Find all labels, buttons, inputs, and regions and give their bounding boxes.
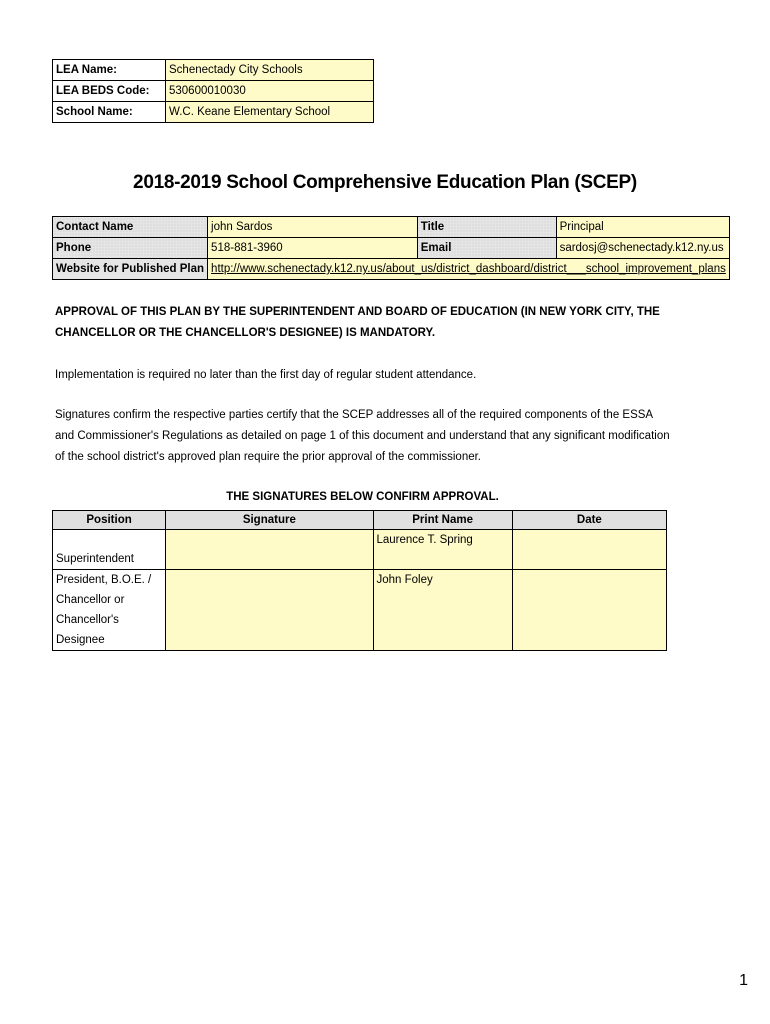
position-cell: Superintendent xyxy=(53,530,166,570)
phone-label: Phone xyxy=(53,238,208,259)
signature-cell[interactable] xyxy=(166,530,373,570)
page-title: 2018-2019 School Comprehensive Education Plan (SCEP) xyxy=(133,172,637,193)
lea-beds-code-value: 530600010030 xyxy=(166,81,374,102)
website-link-cell xyxy=(208,259,730,280)
signatures-heading: THE SIGNATURES BELOW CONFIRM APPROVAL. xyxy=(226,491,499,503)
contact-row xyxy=(53,238,730,259)
email-label: Email xyxy=(417,238,556,259)
lea-row xyxy=(53,81,374,102)
signature-cell[interactable] xyxy=(166,570,373,651)
implementation-statement: Implementation is required no later than the first day of regular student attendance. xyxy=(55,369,477,381)
signature-header: Signature xyxy=(166,511,373,530)
page-number: 1 xyxy=(739,972,748,989)
contact-name-value: john Sardos xyxy=(208,217,418,238)
email-value: sardosj@schenectady.k12.ny.us xyxy=(556,238,729,259)
position-cell: President, B.O.E. / Chancellor or Chancellor's Designee xyxy=(53,570,166,651)
date-header: Date xyxy=(512,511,666,530)
print-name-header: Print Name xyxy=(373,511,512,530)
lea-beds-code-label: LEA BEDS Code: xyxy=(53,81,166,102)
school-name-label: School Name: xyxy=(53,102,166,123)
signature-table xyxy=(52,510,667,651)
website-label: Website for Published Plan xyxy=(53,259,208,280)
print-name-cell: John Foley xyxy=(373,570,512,651)
table-row xyxy=(53,570,667,651)
contact-name-label: Contact Name xyxy=(53,217,208,238)
contact-table xyxy=(52,216,730,280)
position-header: Position xyxy=(53,511,166,530)
table-row xyxy=(53,530,667,570)
title-value: Principal xyxy=(556,217,729,238)
approval-statement: APPROVAL OF THIS PLAN BY THE SUPERINTENDENT AND BOARD OF EDUCATION (IN NEW YORK CITY, THE CHANCELLOR OR THE CHANCELLOR'S DESIGNEE) IS MANDATORY. xyxy=(55,306,660,339)
contact-row xyxy=(53,217,730,238)
print-name-cell: Laurence T. Spring xyxy=(373,530,512,570)
signature-header-row xyxy=(53,511,667,530)
lea-info-table xyxy=(52,59,374,123)
lea-row xyxy=(53,60,374,81)
lea-name-label: LEA Name: xyxy=(53,60,166,81)
date-cell[interactable] xyxy=(512,570,666,651)
school-name-value: W.C. Keane Elementary School xyxy=(166,102,374,123)
lea-name-value: Schenectady City Schools xyxy=(166,60,374,81)
date-cell[interactable] xyxy=(512,530,666,570)
website-link[interactable]: http://www.schenectady.k12.ny.us/about_us/district_dashboard/district___school_improvement_plans xyxy=(211,263,726,275)
signatures-statement: Signatures confirm the respective parties certify that the SCEP addresses all of the required components of the ESSA and Commissioner's Regulations as detailed on page 1 of this document and understand that any significant modification of the school district's approved plan require the prior approval of the commissioner. xyxy=(55,409,670,463)
contact-row xyxy=(53,259,730,280)
lea-row xyxy=(53,102,374,123)
phone-value: 518-881-3960 xyxy=(208,238,418,259)
title-label: Title xyxy=(417,217,556,238)
